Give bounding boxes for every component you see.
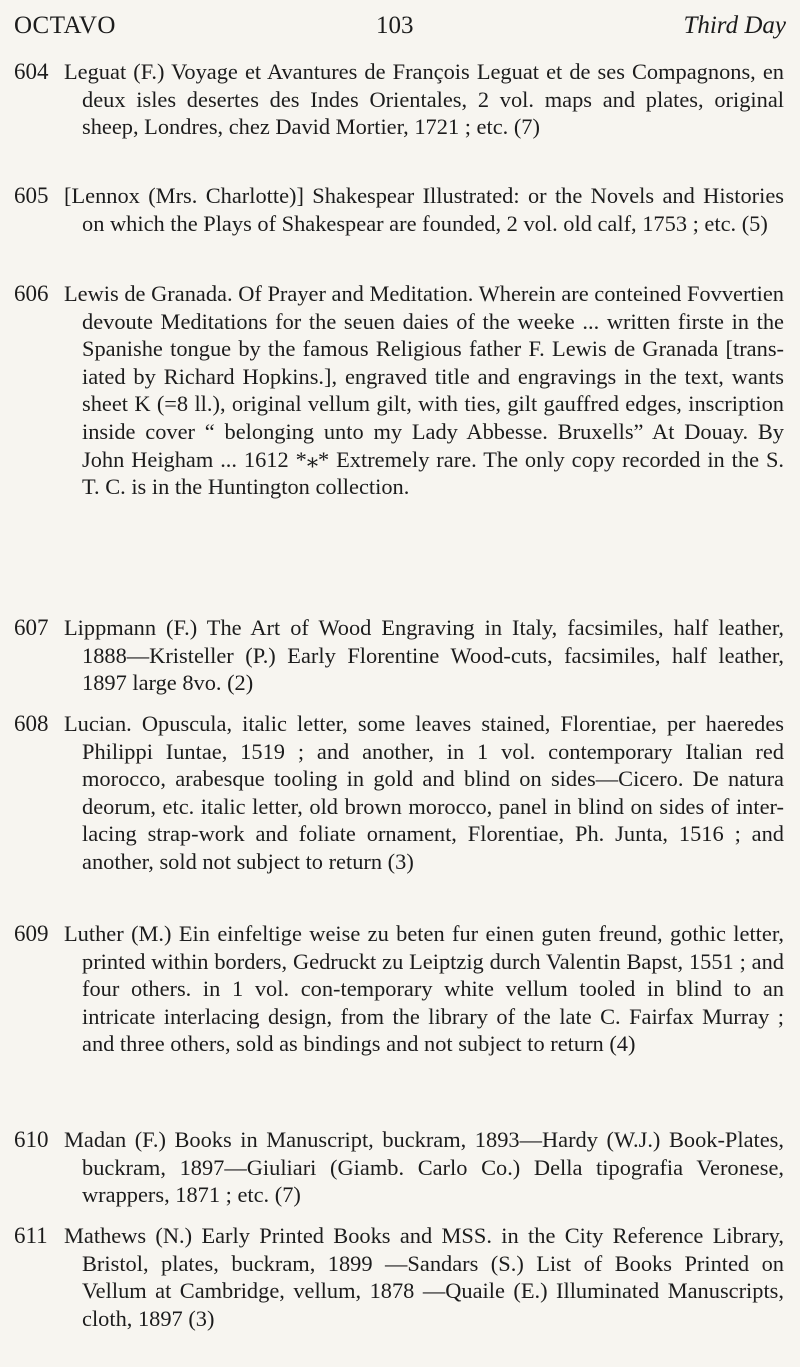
lot-description: [Lennox (Mrs. Charlotte)] Shakespear Illustrated: or the Novels and Histories on which the Plays of Shakespear are founded, 2 vol. old calf, 1753 ; etc. (5) <box>64 183 784 236</box>
lot-number: 605 <box>14 183 49 208</box>
lot-description: Lippmann (F.) The Art of Wood Engraving in Italy, facsimiles, half leather, 1888—Kristeller (P.) Early Florentine Wood-cuts, facsimiles, half leather, 1897 large 8vo. (2) <box>64 615 784 696</box>
lot-description: Leguat (F.) Voyage et Avantures de François Leguat et de ses Compagnons, en deux isles desertes des Indes Orientales, 2 vol. maps and plates, original sheep, Londres, chez David Mortier, 1721 ; etc. (7) <box>64 59 784 140</box>
lot-number: 610 <box>14 1127 49 1152</box>
lot-number: 607 <box>14 615 49 640</box>
running-header <box>14 6 786 46</box>
lot-number: 608 <box>14 711 49 736</box>
lot-number: 606 <box>14 281 49 306</box>
lot-description: Mathews (N.) Early Printed Books and MSS. in the City Reference Library, Bristol, plates, buckram, 1899 —Sandars (S.) List of Books Printed on Vellum at Cambridge, vellum, 1878 —Quaile (E.) Illuminated Manuscripts, cloth, 1897 (3) <box>64 1223 784 1331</box>
lot-description: Luther (M.) Ein einfeltige weise zu beten fur einen guten freund, gothic letter, printed within borders, Gedruckt zu Leiptzig durch Valentin Bapst, 1551 ; and four others. in 1 vol. con-temporary white vellum tooled in blind to an intricate interlacing design, from the library of the late C. Fairfax Murray ; and three others, sold as bindings and not subject to return (4) <box>64 921 784 1057</box>
header-section: OCTAVO <box>14 12 116 39</box>
lot-description: Madan (F.) Books in Manuscript, buckram, 1893—Hardy (W.J.) Book-Plates, buckram, 1897—Giuliari (Giamb. Carlo Co.) Della tipografia Veronese, wrappers, 1871 ; etc. (7) <box>64 1127 784 1208</box>
lot-description: Lewis de Granada. Of Prayer and Meditation. Wherein are conteined Fovvertien devoute Meditations for the seuen daies of the weeke ... written firste in the Spanishe tongue by the famous Religious father F. Lewis de Granada [trans-iated by Richard Hopkins.], engraved title and engravings in the text, wants sheet K (=8 ll.), original vellum gilt, with ties, gilt gauffred edges, inscription inside cover “ belonging unto my Lady Abbesse. Bruxells” At Douay. By John Heigham ... 1612 *⁎* Extremely rare. The only copy recorded in the S. T. C. is in the Huntington collection. <box>64 281 784 500</box>
lot-description: Lucian. Opuscula, italic letter, some leaves stained, Florentiae, per haeredes Philippi Iuntae, 1519 ; and another, in 1 vol. contemporary Italian red morocco, arabesque tooling in gold and blind on sides—Cicero. De natura deorum, etc. italic letter, old brown morocco, panel in blind on sides of inter-lacing strap-work and foliate ornament, Florentiae, Ph. Junta, 1516 ; and another, sold not subject to return (3) <box>64 711 784 874</box>
lot-number: 604 <box>14 59 49 84</box>
lot-number: 609 <box>14 921 49 946</box>
header-day: Third Day <box>683 12 786 39</box>
lot-number: 611 <box>14 1223 48 1248</box>
header-page-number: 103 <box>376 12 414 39</box>
